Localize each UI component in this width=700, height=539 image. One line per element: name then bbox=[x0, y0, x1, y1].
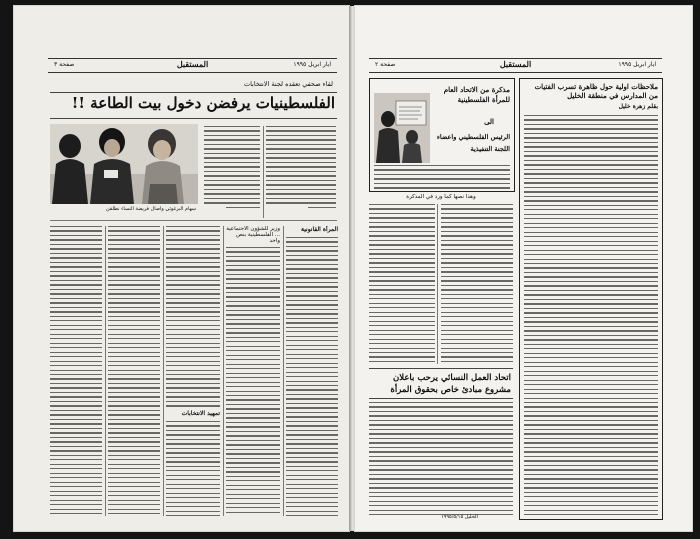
right-page-date: ايار ابريل ١٩٩٥ bbox=[618, 61, 656, 68]
left-col-e-top bbox=[266, 126, 336, 218]
memo-box bbox=[369, 78, 515, 192]
right-page-number: صفحة ٢ bbox=[375, 61, 396, 68]
left-col-5 bbox=[286, 226, 338, 516]
left-masthead: المستقبل bbox=[176, 59, 209, 69]
left-page-number: صفحة ٣ bbox=[54, 61, 75, 68]
left-page bbox=[14, 6, 349, 531]
report-box bbox=[519, 78, 663, 520]
report-author: بقلم زهرة خليل bbox=[618, 103, 658, 110]
left-col-d-top bbox=[204, 126, 260, 218]
left-kicker: لقاء صحفي تعقده لجنة الانتخابات bbox=[243, 80, 333, 88]
memo-title: مذكرة من الاتحاد العام للمرأة الفلسطينية bbox=[443, 85, 510, 104]
left-page-date: ايار ابريل ١٩٩٥ bbox=[293, 61, 331, 68]
right-masthead: المستقبل bbox=[499, 59, 532, 69]
right-page bbox=[355, 6, 692, 531]
right-col-a bbox=[369, 204, 435, 364]
right-page-header bbox=[369, 58, 662, 73]
left-subhead: المرأة القانونية bbox=[301, 226, 338, 233]
memo-recipient: الرئيس الفلسطيني واعضاء اللجنة التنفيذية bbox=[436, 133, 510, 153]
left-headline: الفلسطينيات يرفضن دخول بيت الطاعة !! bbox=[71, 94, 335, 112]
report-body bbox=[524, 115, 658, 515]
left-col-4 bbox=[226, 226, 280, 516]
women-photo bbox=[50, 124, 198, 204]
bottom-article-body bbox=[369, 402, 513, 518]
report-title: ملاحظات اولية حول ظاهرة تسرب الفتيات من المدارس في منطقة الخليل bbox=[534, 82, 658, 100]
left-col-2 bbox=[108, 226, 160, 516]
left-col-3 bbox=[166, 226, 220, 516]
newspaper-spread bbox=[14, 6, 692, 531]
memo-photo-image bbox=[374, 93, 430, 163]
memo-photo bbox=[374, 93, 430, 163]
dateline: الخليل ١٩٩٥/٥/١٥ bbox=[441, 514, 478, 520]
section-subhead: تمهيد الانتخابات bbox=[181, 409, 220, 417]
left-col-1 bbox=[50, 226, 102, 516]
photo-figures bbox=[50, 124, 198, 204]
left-body-excerpt: وزير للشؤون الاجتماعية ... الفلسطينية بنص واحد bbox=[226, 226, 280, 244]
left-page-header bbox=[48, 58, 337, 73]
photo-caption: سهام البرغوثي واصال فريضة النساء نطلقن bbox=[106, 206, 196, 212]
right-col-b bbox=[441, 204, 513, 364]
memo-to: الى bbox=[484, 117, 494, 126]
memo-intro bbox=[374, 165, 510, 189]
memo-sign: وهذا نصها كما ورد في المذكرة bbox=[406, 194, 476, 200]
bottom-headline: اتحاد العمل النسائي يرحب باعلان مشروع مبادئ خاص بحقوق المرأة bbox=[390, 373, 511, 395]
